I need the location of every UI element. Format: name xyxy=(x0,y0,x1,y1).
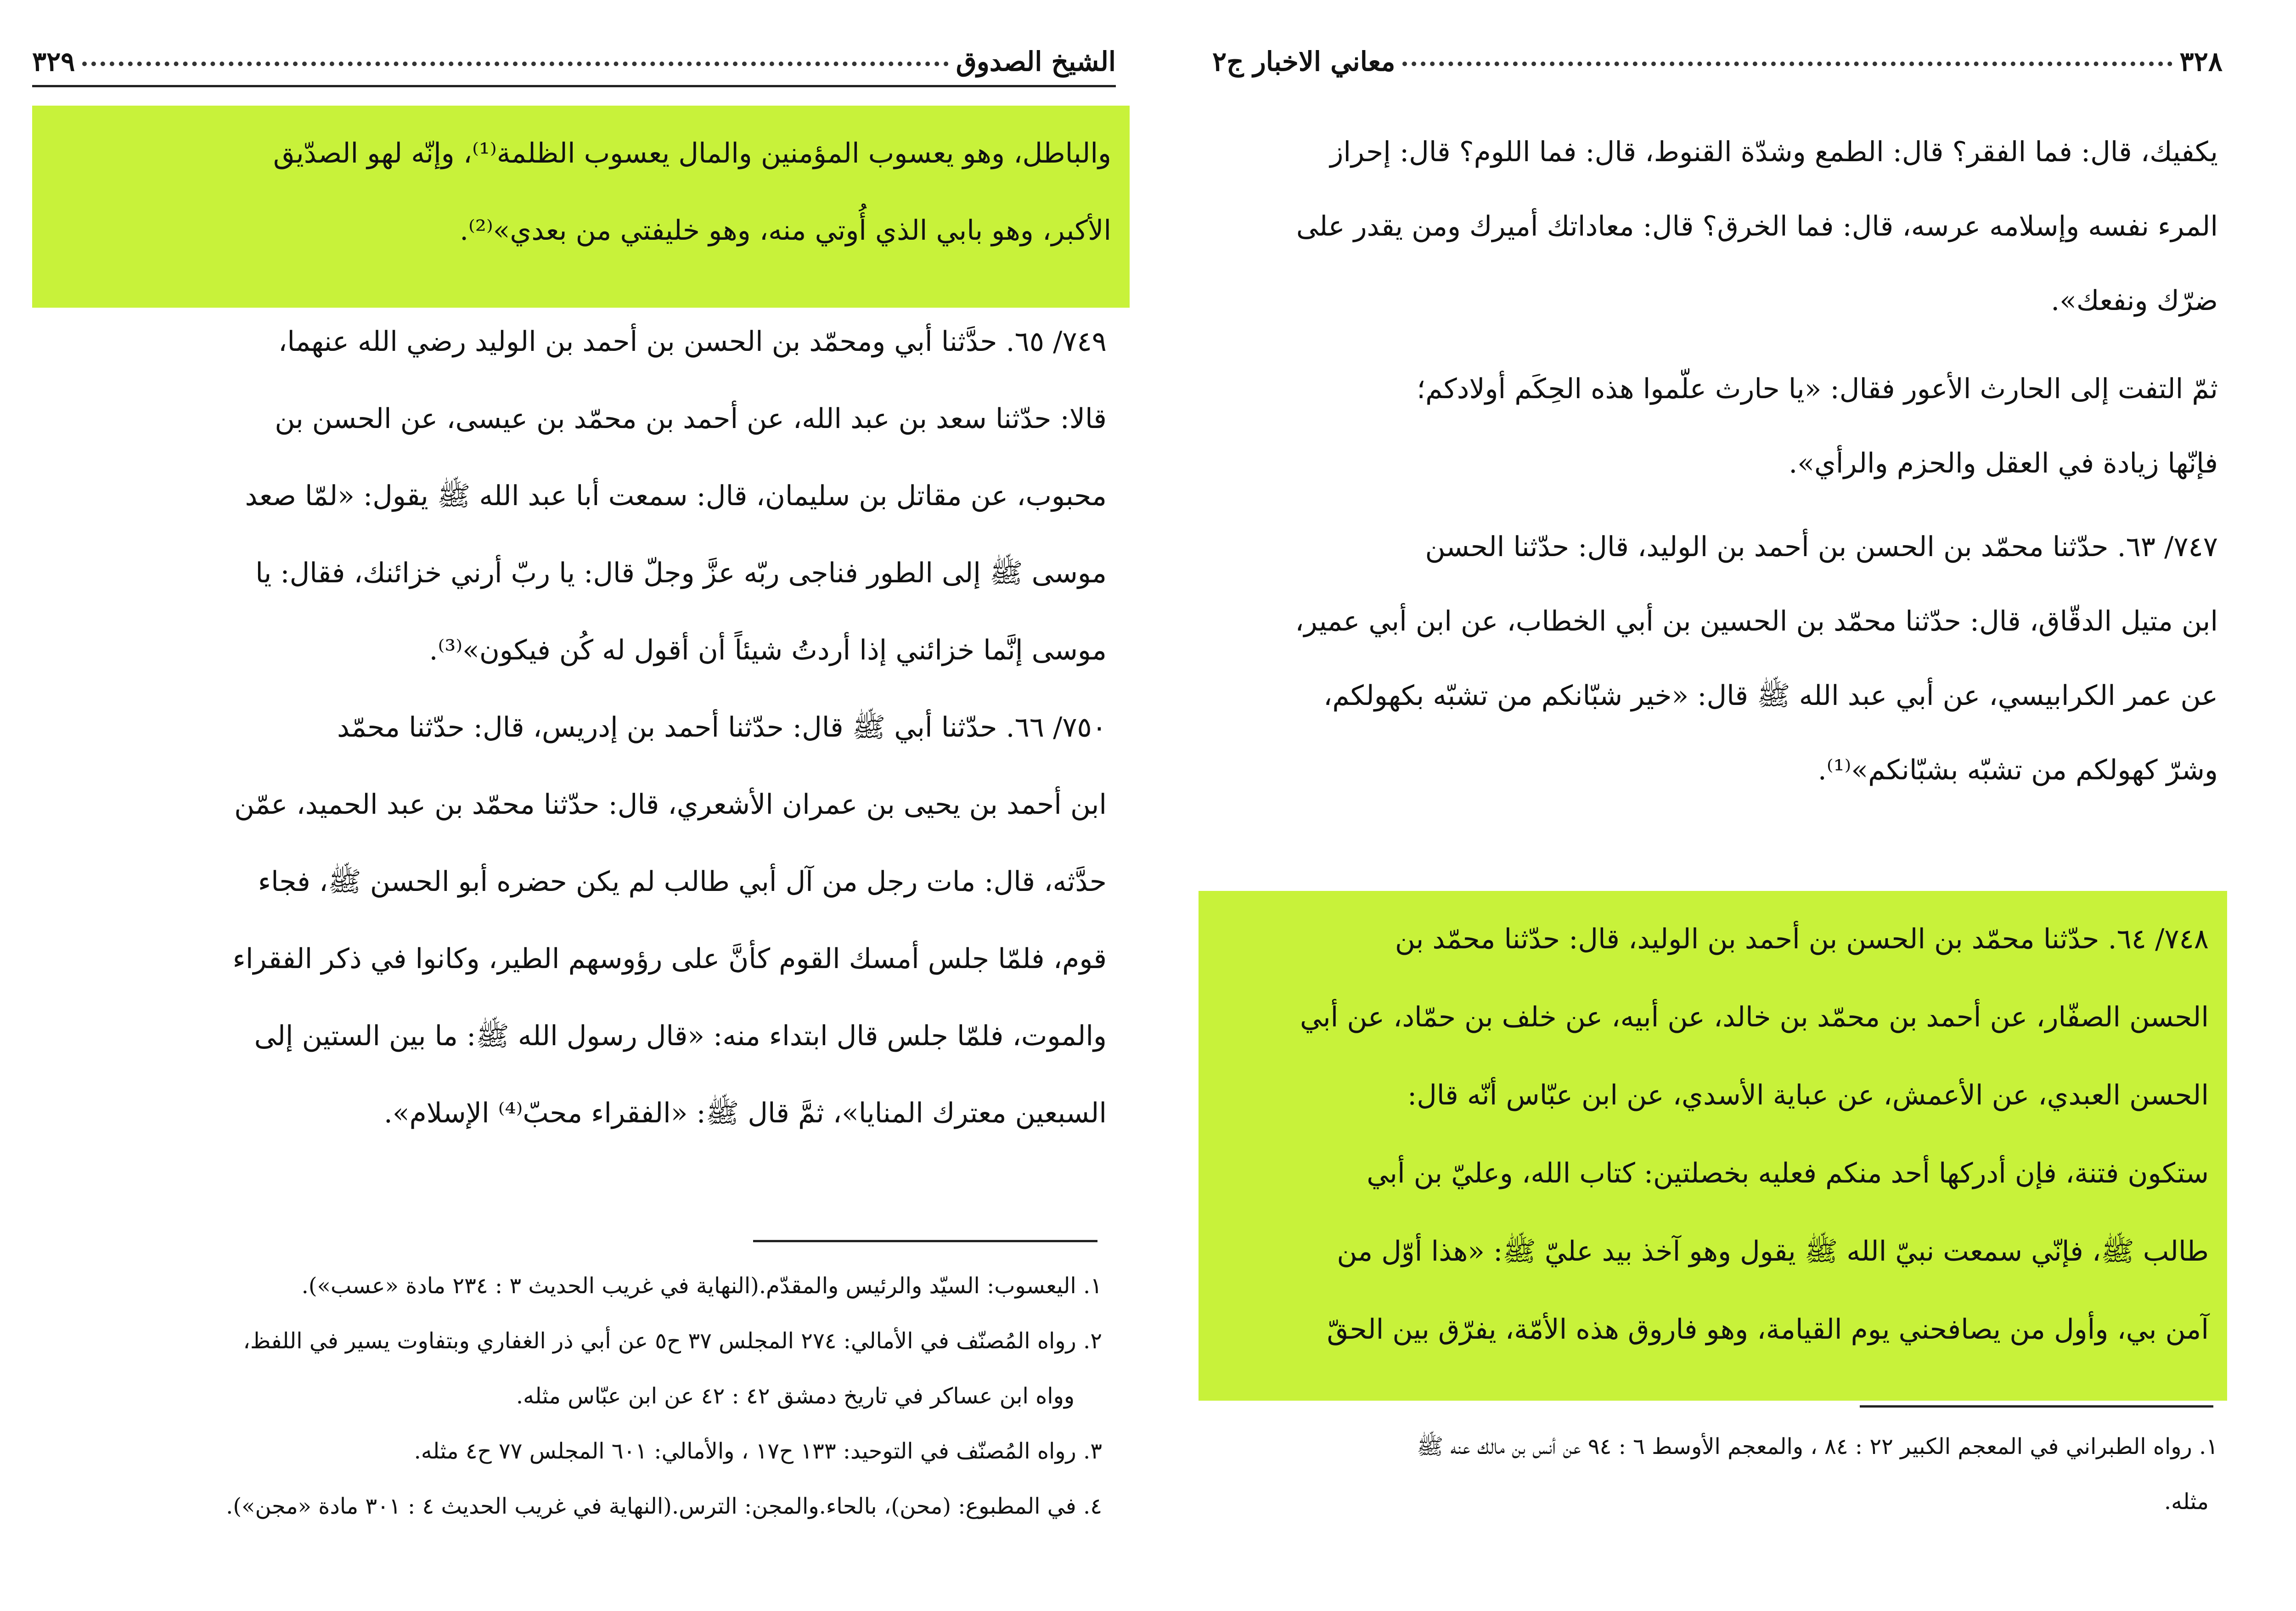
text-line: والموت، فلمّا جلس قال ابتداء منه: «قال رسول الله ﷺ: ما بين الستين إلى xyxy=(254,1020,1107,1052)
running-head xyxy=(32,46,1116,78)
dotted-leader xyxy=(1402,62,2172,66)
text-line: فإنّها زيادة في العقل والحزم والرأي». xyxy=(1789,447,2218,479)
text-line: موسى ﷺ إلى الطور فناجى ربّه عزَّ وجلّ قال: يا ربّ أرني خزائنك، فقال: يا xyxy=(255,557,1107,589)
text-line: ثمّ التفت إلى الحارث الأعور فقال: «يا حارث علّموا هذه الحِكَم أولادكم؛ xyxy=(1417,373,2218,405)
text-line: عن عمر الكرابيسي، عن أبي عبد الله ﷺ قال: «خير شبّانكم من تشبّه بكهولكم، xyxy=(1323,680,2218,712)
body-text xyxy=(51,303,1107,1152)
footnote: ١. اليعسوب: السيّد والرئيس والمقدّم.(النهاية في غريب الحديث ٣ : ٢٣٤ مادة «عسب»). xyxy=(301,1273,1102,1299)
highlight-line: ستكون فتنة، فإن أدركها أحد منكم فعليه بخصلتين: كتاب الله، وعليّ بن أبي xyxy=(1367,1157,2209,1189)
text-line: قوم، فلمّا جلس أمسك القوم كأنَّ على رؤوسهم الطير، وكانوا في ذكر الفقراء xyxy=(232,943,1107,975)
footnote: ٤. في المطبوع: (محن)، بالحاء.والمجن: الترس.(النهاية في غريب الحديث ٤ : ٣٠١ مادة «مجن»). xyxy=(226,1493,1102,1519)
highlight-line: طالب ﷺ، فإنّي سمعت نبيّ الله ﷺ يقول وهو آخذ بيد عليّ ﷺ: «هذا أوّل من xyxy=(1337,1235,2209,1267)
highlight-line: آمن بي، وأول من يصافحني يوم القيامة، وهو فاروق هذه الأمّة، يفرّق بين الحقّ xyxy=(1327,1313,2209,1346)
highlighted-passage xyxy=(1199,891,2227,1401)
highlight-line: الحسن العبدي، عن الأعمش، عن عباية الأسدي، عن ابن عبّاس أنّه قال: xyxy=(1407,1079,2209,1111)
text-line: محبوب، عن مقاتل بن سليمان، قال: سمعت أبا عبد الله ﷺ يقول: «لمّا صعد xyxy=(245,480,1107,512)
book-page-329 xyxy=(18,0,1130,1611)
text-line: ٧٤٧/ ٦٣. حدّثنا محمّد بن الحسن بن أحمد بن الوليد، قال: حدّثنا الحسن xyxy=(1425,531,2218,563)
footnote: مثله. xyxy=(2164,1489,2209,1515)
highlight-line: الحسن الصفّار، عن أحمد بن محمّد بن خالد، عن أبيه، عن خلف بن حمّاد، عن أبي xyxy=(1300,1001,2209,1033)
footnote: وواه ابن عساكر في تاريخ دمشق ٤٢ : ٤٢ عن ابن عبّاس مثله. xyxy=(516,1383,1075,1409)
text-line: المرء نفسه وإسلامه عرسه، قال: فما الخرق؟ قال: معاداتك أميرك ومن يقدر على xyxy=(1296,210,2218,242)
footnotes xyxy=(46,1258,1102,1534)
page-number: ٣٢٨ xyxy=(2179,46,2223,77)
text-line: قالا: حدّثنا سعد بن عبد الله، عن أحمد بن محمّد بن عيسى، عن الحسن بن xyxy=(275,403,1107,435)
body-text xyxy=(1217,115,2218,807)
header-rule xyxy=(32,85,1116,87)
running-head-title: الشيخ الصدوق xyxy=(956,46,1116,77)
dotted-leader xyxy=(82,62,948,66)
footnote: ٣. رواه المُصنّف في التوحيد: ١٣٣ ح١٧ ، والأمالي: ٦٠١ المجلس ٧٧ ح٤ مثله. xyxy=(414,1438,1102,1464)
text-line: ضرّك ونفعك». xyxy=(2051,285,2218,317)
text-line: ٧٥٠/ ٦٦. حدّثنا أبي ﷺ قال: حدّثنا أحمد بن إدريس، قال: حدّثنا محمّد xyxy=(337,711,1107,744)
text-line: يكفيك، قال: فما الفقر؟ قال: الطمع وشدّة القنوط، قال: فما اللوم؟ قال: إحراز xyxy=(1330,136,2218,168)
text-line: السبعين معترك المنايا»، ثمَّ قال ﷺ: «الفقراء محبّ⁽⁴⁾ الإسلام». xyxy=(383,1097,1107,1129)
footnote: ١. رواه الطبراني في المعجم الكبير ٢٢ : ٨٤ ، والمعجم الأوسط ٦ : ٩٤ عن أنس بن مالك عنه ﷺ xyxy=(1417,1434,2218,1459)
footnote-rule xyxy=(753,1240,1097,1242)
highlight-line: والباطل، وهو يعسوب المؤمنين والمال يعسوب الظلمة⁽¹⁾، وإنّه لهو الصدّيق xyxy=(273,137,1111,169)
highlight-line: ٧٤٨/ ٦٤. حدّثنا محمّد بن الحسن بن أحمد بن الوليد، قال: حدّثنا محمّد بن xyxy=(1395,923,2209,955)
running-head-title: معاني الاخبار ج٢ xyxy=(1212,46,1396,77)
text-line: ابن أحمد بن يحيى بن عمران الأشعري، قال: حدّثنا محمّد بن عبد الحميد، عمّن xyxy=(234,789,1107,821)
text-line: ابن متيل الدقّاق، قال: حدّثنا محمّد بن الحسين بن أبي الخطاب، عن ابن أبي عمير، xyxy=(1295,605,2218,637)
text-line: موسى إنَّما خزائني إذا أردتُ شيئاً أن أقول له كُن فيكون»⁽³⁾. xyxy=(429,634,1107,666)
text-line: ٧٤٩/ ٦٥. حدَّثنا أبي ومحمّد بن الحسن بن أحمد بن الوليد رضي الله عنهما، xyxy=(278,326,1107,358)
page-number: ٣٢٩ xyxy=(32,46,75,77)
text-line: حدَّثه، قال: مات رجل من آل أبي طالب لم يكن حضره أبو الحسن ﷺ، فجاء xyxy=(258,866,1107,898)
text-line: وشرّ كهولكم من تشبّه بشبّانكم»⁽¹⁾. xyxy=(1818,754,2218,786)
book-page-328 xyxy=(1199,0,2236,1611)
running-head xyxy=(1212,46,2223,78)
footnotes xyxy=(1212,1419,2218,1529)
footnote: ٢. رواه المُصنّف في الأمالي: ٢٧٤ المجلس ٣٧ ح٥ عن أبي ذر الغفاري وبتفاوت يسير في اللفظ، xyxy=(243,1328,1102,1354)
highlighted-passage xyxy=(32,106,1130,308)
footnote-rule xyxy=(1860,1405,2213,1408)
highlight-line: الأكبر، وهو بابي الذي أُوتي منه، وهو خليفتي من بعدي»⁽²⁾. xyxy=(460,214,1111,247)
